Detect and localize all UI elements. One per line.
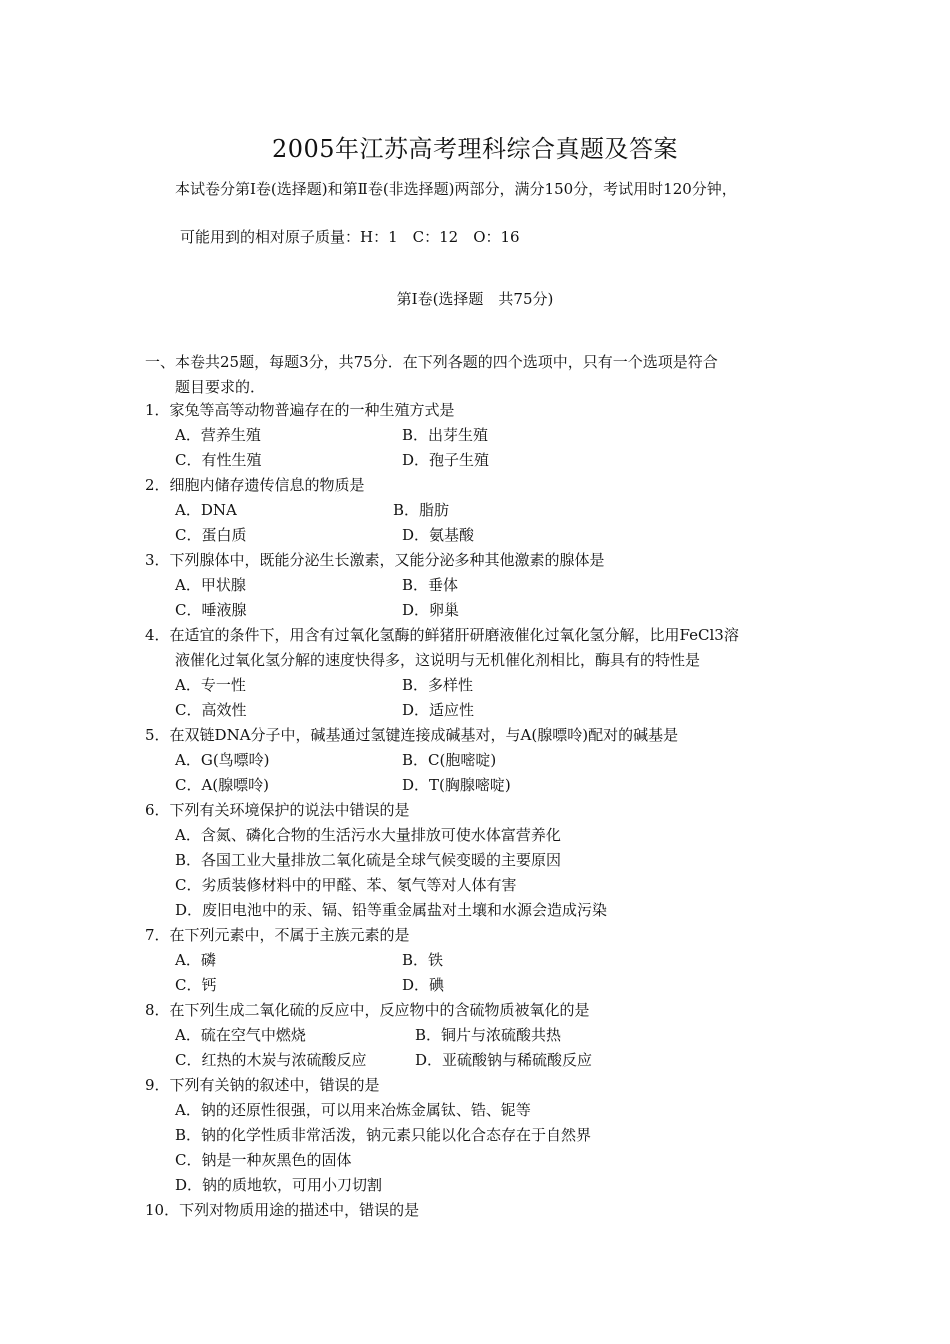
section-title: 第Ⅰ卷(选择题 共75分) [396,290,554,308]
option-a: A．专一性 [175,676,246,694]
option-d: D．钠的质地软，可用小刀切割 [175,1176,383,1194]
option-b: B．脂肪 [393,501,450,519]
option-row [145,948,815,973]
option-b: B．铜片与浓硫酸共热 [415,1026,562,1044]
option-c: C．钠是一种灰黑色的固体 [175,1151,352,1169]
option-c: C．蛋白质 [175,526,247,544]
option-b: B．多样性 [402,676,474,694]
option-a: A．含氮、磷化合物的生活污水大量排放可使水体富营养化 [175,826,561,844]
instruction-line: 一、本卷共25题，每题3分，共75分．在下列各题的四个选项中，只有一个选项是符合 [145,353,718,371]
question-stem: 7．在下列元素中，不属于主族元素的是 [145,926,410,944]
question-stem: 1．家兔等高等动物普遍存在的一种生殖方式是 [145,401,455,419]
question-8 [145,998,815,1073]
option-row [145,1023,815,1048]
question-1 [145,398,815,473]
question-3 [145,548,815,623]
option-a: A．营养生殖 [175,426,261,444]
option-b: B．出芽生殖 [402,426,489,444]
option-row [145,1048,815,1073]
option-d: D．氨基酸 [402,526,475,544]
option-b: B．各国工业大量排放二氧化硫是全球气候变暖的主要原因 [175,851,562,869]
question-2 [145,473,815,548]
question-stem: 4．在适宜的条件下，用含有过氧化氢酶的鲜猪肝研磨液催化过氧化氢分解，比用FeCl3溶 [145,626,739,644]
option-d: D．亚硫酸钠与稀硫酸反应 [415,1051,593,1069]
option-d: D．废旧电池中的汞、镉、铅等重金属盐对土壤和水源会造成污染 [175,901,608,919]
question-stem: 5．在双链DNA分子中，碱基通过氢键连接成碱基对，与A(腺嘌呤)配对的碱基是 [145,726,679,744]
question-stem: 6．下列有关环境保护的说法中错误的是 [145,801,410,819]
option-c: C．唾液腺 [175,601,247,619]
option-d: D．碘 [402,976,445,994]
exam-intro: 本试卷分第Ⅰ卷(选择题)和第Ⅱ卷(非选择题)两部分，满分150分，考试用时120分钟， [175,180,737,198]
option-c: C．红热的木炭与浓硫酸反应 [175,1051,367,1069]
option-row [145,448,815,473]
option-c: C．高效性 [175,701,247,719]
option-a: A．DNA [175,501,237,519]
question-9 [145,1073,815,1198]
option-a: A．G(鸟嘌呤) [175,751,270,769]
option-row [145,748,815,773]
option-a: A．甲状腺 [175,576,246,594]
option-a: A．磷 [175,951,216,969]
option-row [145,698,815,723]
option-b: B．C(胞嘧啶) [402,751,497,769]
question-stem: 8．在下列生成二氧化硫的反应中，反应物中的含硫物质被氧化的是 [145,1001,590,1019]
option-row [145,498,815,523]
question-4 [145,623,815,723]
option-c: C．有性生殖 [175,451,262,469]
question-6 [145,798,815,923]
question-10 [145,1198,815,1223]
atomic-mass-note: 可能用到的相对原子质量：H：1 C：12 O：16 [180,228,520,246]
option-row [145,773,815,798]
option-b: B．铁 [402,951,444,969]
question-stem: 10．下列对物质用途的描述中，错误的是 [145,1201,420,1219]
question-stem: 3．下列腺体中，既能分泌生长激素，又能分泌多种其他激素的腺体是 [145,551,605,569]
option-row [145,598,815,623]
option-d: D．适应性 [402,701,475,719]
option-c: C．钙 [175,976,217,994]
option-d: D．卵巢 [402,601,460,619]
option-a: A．硫在空气中燃烧 [175,1026,306,1044]
option-row [145,423,815,448]
option-d: D．T(胸腺嘧啶) [402,776,511,794]
question-7 [145,923,815,998]
option-a: A．钠的还原性很强，可以用来冶炼金属钛、锆、铌等 [175,1101,531,1119]
instruction-line: 题目要求的． [175,378,266,396]
section-instruction [145,350,805,400]
document-title: 2005年江苏高考理科综合真题及答案 [271,135,679,163]
option-row [145,973,815,998]
option-row [145,673,815,698]
option-d: D．孢子生殖 [402,451,490,469]
option-c: C．劣质装修材料中的甲醛、苯、氡气等对人体有害 [175,876,517,894]
question-stem: 2．细胞内储存遗传信息的物质是 [145,476,365,494]
option-row [145,573,815,598]
question-stem-continued: 液催化过氧化氢分解的速度快得多，这说明与无机催化剂相比，酶具有的特性是 [175,651,701,669]
option-b: B．钠的化学性质非常活泼，钠元素只能以化合态存在于自然界 [175,1126,592,1144]
option-c: C．A(腺嘌呤) [175,776,270,794]
option-row [145,523,815,548]
question-stem: 9．下列有关钠的叙述中，错误的是 [145,1076,380,1094]
question-list [145,398,815,1223]
question-5 [145,723,815,798]
option-b: B．垂体 [402,576,459,594]
